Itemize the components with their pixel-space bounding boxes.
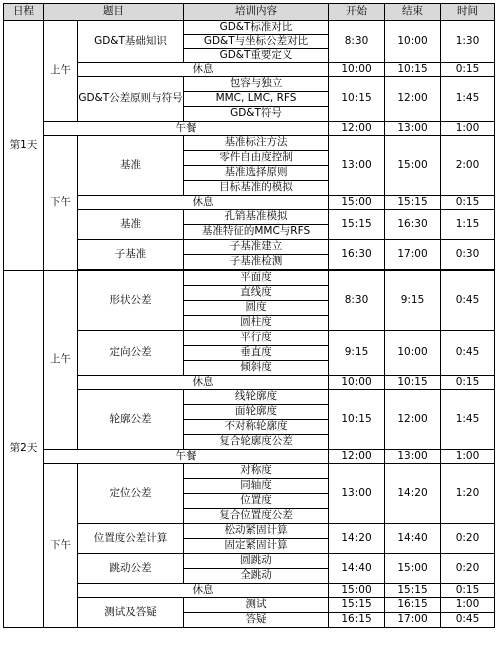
break-label: 休息 xyxy=(78,376,329,390)
duration: 0:15 xyxy=(441,196,495,210)
header-end: 结束 xyxy=(385,4,441,21)
break-label: 休息 xyxy=(78,196,329,210)
duration: 1:15 xyxy=(441,210,495,240)
duration: 1:45 xyxy=(441,390,495,450)
day2-label: 第2天 xyxy=(4,271,44,628)
duration: 0:15 xyxy=(441,376,495,390)
duration: 0:45 xyxy=(441,331,495,376)
datum2-topic: 基准 xyxy=(78,210,184,240)
header-content: 培训内容 xyxy=(184,4,329,21)
end-time: 15:15 xyxy=(385,584,441,598)
content-item: GD&T重要定义 xyxy=(184,49,329,63)
content-item: 答疑 xyxy=(184,613,329,628)
content-item: 子基准建立 xyxy=(184,240,329,255)
content-item: 基准选择原则 xyxy=(184,166,329,181)
content-item: 孔销基准模拟 xyxy=(184,210,329,225)
start-time: 10:15 xyxy=(329,390,385,450)
duration: 0:30 xyxy=(441,240,495,270)
end-time: 13:00 xyxy=(385,450,441,464)
content-item: 复合轮廓度公差 xyxy=(184,435,329,450)
duration: 0:15 xyxy=(441,63,495,77)
start-time: 15:15 xyxy=(329,210,385,240)
content-item: 对称度 xyxy=(184,464,329,479)
principles-topic: GD&T公差原则与符号 xyxy=(78,77,184,122)
table-row xyxy=(4,554,495,569)
header-row xyxy=(4,4,495,21)
duration: 1:30 xyxy=(441,21,495,63)
gdt-basics-topic: GD&T基础知识 xyxy=(78,21,184,63)
table-row xyxy=(4,136,495,151)
table-row xyxy=(4,21,495,35)
break-label: 休息 xyxy=(78,584,329,598)
duration: 1:00 xyxy=(441,598,495,613)
table-row xyxy=(4,210,495,225)
table-row xyxy=(4,524,495,539)
end-time: 15:00 xyxy=(385,136,441,196)
table-row xyxy=(4,77,495,92)
content-item: 圆柱度 xyxy=(184,316,329,331)
header-topic: 题目 xyxy=(44,4,184,21)
duration: 0:45 xyxy=(441,613,495,628)
content-item: 面轮廓度 xyxy=(184,405,329,420)
content-item: 不对称轮廓度 xyxy=(184,420,329,435)
calc-topic: 位置度公差计算 xyxy=(78,524,184,554)
start-time: 12:00 xyxy=(329,450,385,464)
content-item: 测试 xyxy=(184,598,329,613)
start-time: 13:00 xyxy=(329,464,385,524)
table-row xyxy=(4,450,495,464)
end-time: 17:00 xyxy=(385,240,441,270)
end-time: 16:30 xyxy=(385,210,441,240)
end-time: 17:00 xyxy=(385,613,441,628)
end-time: 16:15 xyxy=(385,598,441,613)
lunch-label: 午餐 xyxy=(44,450,329,464)
content-item: 目标基准的模拟 xyxy=(184,181,329,196)
duration: 0:20 xyxy=(441,554,495,584)
content-item: MMC, LMC, RFS xyxy=(184,92,329,107)
header-duration: 时间 xyxy=(441,4,495,21)
start-time: 14:20 xyxy=(329,524,385,554)
day1-label: 第1天 xyxy=(4,21,44,271)
table-row xyxy=(4,598,495,613)
header-start: 开始 xyxy=(329,4,385,21)
day1-pm-label: 下午 xyxy=(44,136,78,271)
end-time: 14:20 xyxy=(385,464,441,524)
duration: 2:00 xyxy=(441,136,495,196)
header-day: 日程 xyxy=(4,4,44,21)
content-item: 直线度 xyxy=(184,286,329,301)
end-time: 12:00 xyxy=(385,77,441,122)
day2-am-label: 上午 xyxy=(44,271,78,450)
day2-pm-label: 下午 xyxy=(44,464,78,628)
end-time: 10:00 xyxy=(385,21,441,63)
content-item: 位置度 xyxy=(184,494,329,509)
end-time: 13:00 xyxy=(385,122,441,136)
end-time: 10:15 xyxy=(385,376,441,390)
content-item: 固定紧固计算 xyxy=(184,539,329,554)
content-item: 垂直度 xyxy=(184,346,329,361)
duration: 0:45 xyxy=(441,271,495,331)
content-item: 线轮廓度 xyxy=(184,390,329,405)
end-time: 9:15 xyxy=(385,271,441,331)
start-time: 8:30 xyxy=(329,21,385,63)
content-item: GD&T符号 xyxy=(184,107,329,122)
start-time: 15:00 xyxy=(329,196,385,210)
start-time: 14:40 xyxy=(329,554,385,584)
start-time: 9:15 xyxy=(329,331,385,376)
table-row xyxy=(4,376,495,390)
content-item: GD&T与坐标公差对比 xyxy=(184,35,329,49)
subdatum-topic: 子基准 xyxy=(78,240,184,270)
content-item: 圆度 xyxy=(184,301,329,316)
lunch-label: 午餐 xyxy=(44,122,329,136)
training-schedule-table xyxy=(3,3,495,628)
end-time: 10:00 xyxy=(385,331,441,376)
content-item: 基准标注方法 xyxy=(184,136,329,151)
day1-am-label: 上午 xyxy=(44,21,78,122)
duration: 0:20 xyxy=(441,524,495,554)
table-row xyxy=(4,196,495,210)
content-item: 复合位置度公差 xyxy=(184,509,329,524)
start-time: 15:00 xyxy=(329,584,385,598)
end-time: 12:00 xyxy=(385,390,441,450)
form-topic: 形状公差 xyxy=(78,271,184,331)
table-row xyxy=(4,63,495,77)
content-item: 平行度 xyxy=(184,331,329,346)
content-item: 倾斜度 xyxy=(184,361,329,376)
duration: 1:45 xyxy=(441,77,495,122)
start-time: 10:15 xyxy=(329,77,385,122)
end-time: 15:15 xyxy=(385,196,441,210)
table-row xyxy=(4,390,495,405)
runout-topic: 跳动公差 xyxy=(78,554,184,584)
content-item: 零件自由度控制 xyxy=(184,151,329,166)
start-time: 16:30 xyxy=(329,240,385,270)
start-time: 15:15 xyxy=(329,598,385,613)
duration: 1:20 xyxy=(441,464,495,524)
start-time: 13:00 xyxy=(329,136,385,196)
content-item: 基准特征的MMC与RFS xyxy=(184,225,329,240)
content-item: 圆跳动 xyxy=(184,554,329,569)
start-time: 12:00 xyxy=(329,122,385,136)
duration: 1:00 xyxy=(441,122,495,136)
content-item: GD&T标准对比 xyxy=(184,21,329,35)
content-item: 子基准检测 xyxy=(184,255,329,270)
location-topic: 定位公差 xyxy=(78,464,184,524)
table-row xyxy=(4,331,495,346)
start-time: 10:00 xyxy=(329,376,385,390)
duration: 0:15 xyxy=(441,584,495,598)
datum1-topic: 基准 xyxy=(78,136,184,196)
end-time: 10:15 xyxy=(385,63,441,77)
content-item: 包容与独立 xyxy=(184,77,329,92)
end-time: 15:00 xyxy=(385,554,441,584)
start-time: 8:30 xyxy=(329,271,385,331)
table-row xyxy=(4,271,495,286)
content-item: 松动紧固计算 xyxy=(184,524,329,539)
table-row xyxy=(4,584,495,598)
content-item: 平面度 xyxy=(184,271,329,286)
table-row xyxy=(4,240,495,255)
duration: 1:00 xyxy=(441,450,495,464)
start-time: 10:00 xyxy=(329,63,385,77)
table-row xyxy=(4,122,495,136)
content-item: 全跳动 xyxy=(184,569,329,584)
test-topic: 测试及答疑 xyxy=(78,598,184,628)
content-item: 同轴度 xyxy=(184,479,329,494)
profile-topic: 轮廓公差 xyxy=(78,390,184,450)
start-time: 16:15 xyxy=(329,613,385,628)
table-row xyxy=(4,464,495,479)
orientation-topic: 定向公差 xyxy=(78,331,184,376)
break-label: 休息 xyxy=(78,63,329,77)
end-time: 14:40 xyxy=(385,524,441,554)
